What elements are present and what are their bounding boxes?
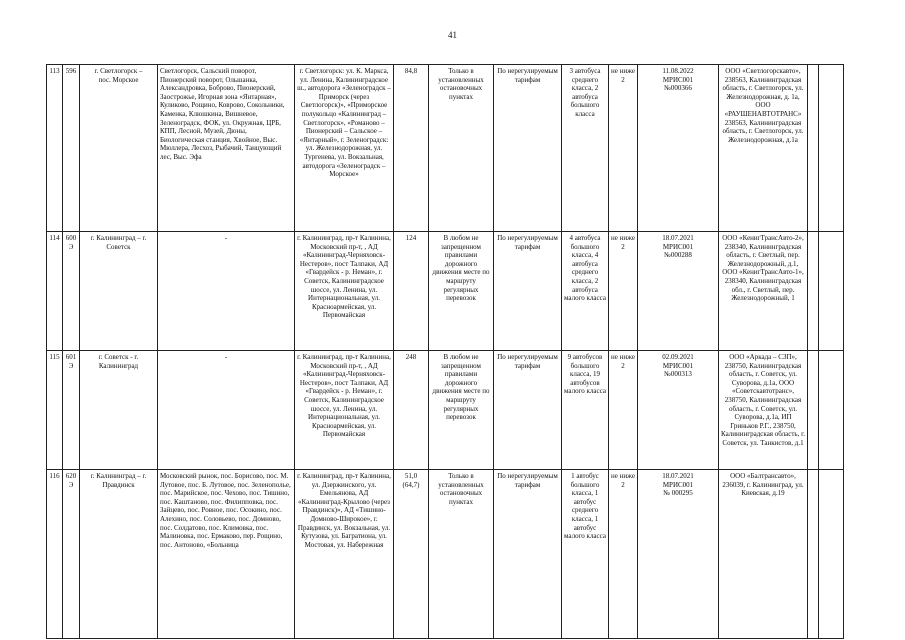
- table-row: [47, 232, 844, 351]
- route-stops: Московский рынок, пос. Борисово, пос. М. Лутовое, пос. Б. Лутовое, пос. Зеленополье, пос. Марийское, пос. Чехово, пос. Тишино, пос. Каштаново, пос. Филипповка, пос. Зайцево, пос. Ровное, пос. Осокино, пос. Алехино, пос. Соловьево, пос. Домново, пос. Солдатово, пос. Климовка, пос. Малиновка, пос. Ермаково, пер. Рощино, пос. Антоново, «Больница: [158, 470, 295, 639]
- table-row: [47, 351, 844, 470]
- route-stops: -: [158, 232, 295, 351]
- empty-cell: [808, 65, 819, 232]
- vehicles: 3 автобуса среднего класса, 2 автобуса большого класса: [562, 65, 609, 232]
- tariff-type: По нерегулируемым тарифам: [494, 470, 562, 639]
- empty-cell: [819, 232, 844, 351]
- route-streets: г. Калининград, пр-т Калинина, ул. Дзержинского, ул. Емельянова, АД «Калининград-Крылово (через Правдинск)», АД «Тишино-Домново-Широкое», г. Правдинск, ул. Вокзальная, ул. Кутузова, ул. Багратиона, ул. Мостовая, ул. Набережная: [295, 470, 394, 639]
- start-date: 18.07.2021 МРИС001 №000288: [638, 232, 719, 351]
- eco-class: не ниже 2: [609, 470, 638, 639]
- carrier: ООО «Светлогорскавто», 238563, Калининградская область, г. Светлогорск, ул. Железнодорожная, д. 1а, ООО «РАУШЕНАВТОТРАНС» 238563, Калининградская область, г. Светлогорск, ул. Железнодорожная, д.1а: [719, 65, 808, 232]
- route-length: 51,0 (64,7): [394, 470, 429, 639]
- start-date: 11.08.2022 МРИС001 №000366: [638, 65, 719, 232]
- eco-class: не ниже 2: [609, 351, 638, 470]
- route-number: 600 Э: [63, 232, 80, 351]
- empty-cell: [819, 351, 844, 470]
- route-name: г. Советск - г. Калининград: [80, 351, 158, 470]
- carrier: ООО «КенигТрансАвто-2», 238340, Калининградская область, г. Светлый, пер. Железнодорожный, д.1, ООО «КенигТрансАвто-1», 238340, Калининградская обл., г. Светлый, пер. Железнодорожный, 1: [719, 232, 808, 351]
- row-index: 113: [47, 65, 63, 232]
- row-index: 114: [47, 232, 63, 351]
- row-index: 115: [47, 351, 63, 470]
- route-length: 84,8: [394, 65, 429, 232]
- route-stops: -: [158, 351, 295, 470]
- vehicles: 4 автобуса большого класса, 4 автобуса среднего класса, 2 автобуса малого класса: [562, 232, 609, 351]
- eco-class: не ниже 2: [609, 65, 638, 232]
- start-date: 18.07.2021 МРИС001 № 000295: [638, 470, 719, 639]
- row-index: 116: [47, 470, 63, 639]
- route-number: 620 Э: [63, 470, 80, 639]
- stop-order: Только в установленных остановочных пунктах: [429, 65, 494, 232]
- table-row: [47, 470, 844, 639]
- stop-order: Только в установленных остановочных пунктах: [429, 470, 494, 639]
- carrier: ООО «Аркада – СЗП», 238750, Калининградская область, г. Советск, ул. Суворова, д.1а, ООО «Советскавтотранс», 238750, Калининградская область, г. Советск, ул. Суворова, д.1а, ИП Гриньков Р.Г., 238750, Калининградская область, г. Советск, ул. Танкистов, д.1: [719, 351, 808, 470]
- empty-cell: [808, 470, 819, 639]
- eco-class: не ниже 2: [609, 232, 638, 351]
- tariff-type: По нерегулируемым тарифам: [494, 351, 562, 470]
- route-number: 601 Э: [63, 351, 80, 470]
- stop-order: В любом не запрещенном правилами дорожного движения месте по маршруту регулярных перевозок: [429, 232, 494, 351]
- route-stops: Светлогорск, Сальский поворот, Пионерский поворот, Ольшанка, Александровка, Боброво, Пионерский, Заострожье, Игорная зона «Янтарная», Куликово, Рощино, Коврово, Сокольники, Каменка, Клюшкина, Вишневое, Зеленоградск, ФОК, ул. Окружная, ЦРБ, КПП, Лесной, Музей, Дюны, Биологическая станция, Хвойное, Выс. Мюллера, Лесхоз, Рыбачий, Танцующий лес, Выс. Эфа: [158, 65, 295, 232]
- vehicles: 9 автобусов большого класса, 19 автобусов малого класса: [562, 351, 609, 470]
- start-date: 02.09.2021 МРИС001 №000313: [638, 351, 719, 470]
- routes-table: [46, 64, 844, 639]
- stop-order: В любом не запрещенном правилами дорожного движения месте по маршруту регулярных перевозок: [429, 351, 494, 470]
- tariff-type: По нерегулируемым тарифам: [494, 232, 562, 351]
- table-row: [47, 65, 844, 232]
- empty-cell: [819, 65, 844, 232]
- empty-cell: [808, 351, 819, 470]
- route-number: 596: [63, 65, 80, 232]
- vehicles: 1 автобус большого класса, 1 автобус среднего класса, 1 автобус малого класса: [562, 470, 609, 639]
- empty-cell: [808, 232, 819, 351]
- page-number: 41: [448, 30, 457, 40]
- carrier: ООО «Балтрансавто», 236039, г. Калининград, ул. Киевская, д.19: [719, 470, 808, 639]
- route-length: 124: [394, 232, 429, 351]
- empty-cell: [819, 470, 844, 639]
- tariff-type: По нерегулируемым тарифам: [494, 65, 562, 232]
- route-name: г. Светлогорск – пос. Морское: [80, 65, 158, 232]
- route-streets: г. Светлогорск: ул. К. Маркса, ул. Ленина, Калининградское ш., автодорога «Зеленоградск – Приморск (через Светлогорск)», «Приморское полукольцо «Калининград – Светлогорск», «Романово – Пионерский – Сальское – «Янтарный», г. Зеленоградск: ул. Железнодорожная, ул. Тургенева, ул. Вокзальная, автодорога «Зеленоградск – Морское»: [295, 65, 394, 232]
- route-name: г. Калининград – г. Советск: [80, 232, 158, 351]
- route-streets: г. Калининград, пр-т Калинина, Московский пр-т, , АД «Калининград-Черняховск-Нестеров», пост Талпаки, АД «Гвардейск - р. Неман», г. Советск, Калининградское шоссе, ул. Ленина, ул. Интернациональная, ул. Красноармейская, ул. Первомайская: [295, 232, 394, 351]
- route-streets: г. Калининград, пр-т Калинина, Московский пр-т, , АД «Калининград-Черняховск-Нестеров», пост Талпаки, АД «Гвардейск - р. Неман», г. Советск, Калининградское шоссе, ул. Ленина, ул. Интернациональная, ул. Красноармейская, ул. Первомайская: [295, 351, 394, 470]
- route-length: 248: [394, 351, 429, 470]
- route-name: г. Калининград – г. Правдинск: [80, 470, 158, 639]
